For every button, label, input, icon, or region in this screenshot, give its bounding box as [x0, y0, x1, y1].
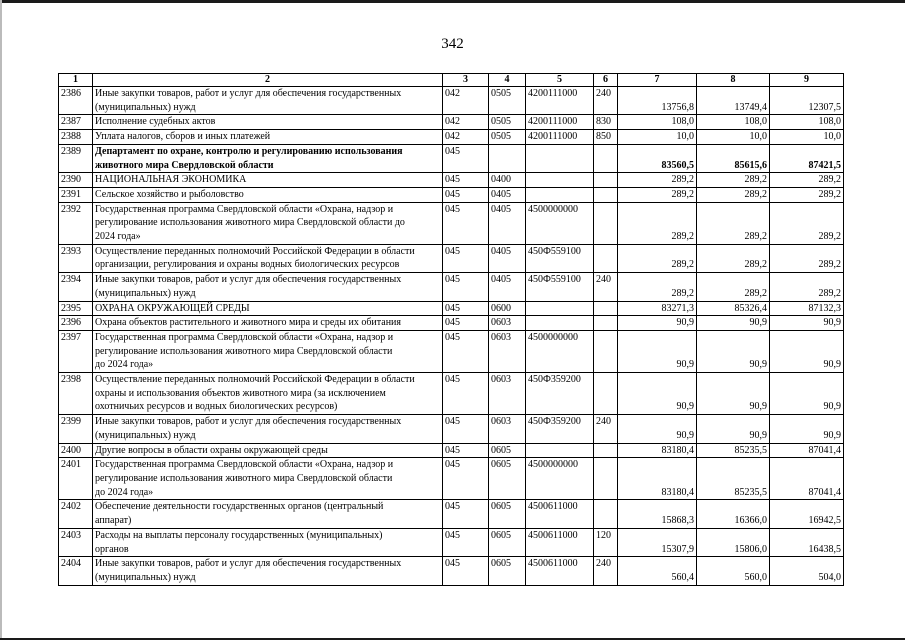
- description-line: Осуществление переданных полномочий Российской Федерации в области: [95, 374, 415, 386]
- header-cell-col5: 5: [526, 74, 594, 87]
- row-ministry-code-cell: 045: [443, 202, 489, 244]
- row-amount-year3-cell: 16438,5: [770, 528, 844, 556]
- row-amount-year3-cell: 90,9: [770, 415, 844, 443]
- table-row: [59, 130, 844, 145]
- row-amount-year1-cell: 83180,4: [618, 458, 697, 500]
- description-line: регулирование использования животного мира Свердловской области: [95, 472, 393, 484]
- row-amount-year1-cell: 289,2: [618, 173, 697, 188]
- description-line: регулирование использования животного мира Свердловской области: [95, 345, 393, 357]
- row-amount-year2-cell: 16366,0: [697, 500, 770, 528]
- table-row: [59, 373, 844, 415]
- row-target-article-cell: 4500000000: [526, 458, 594, 500]
- row-description-cell: [93, 144, 443, 172]
- scan-edge-top: [0, 0, 905, 3]
- table-body: [59, 87, 844, 586]
- row-target-article-cell: 4500000000: [526, 202, 594, 244]
- table-row: [59, 330, 844, 372]
- row-section-code-cell: 0505: [489, 87, 526, 115]
- table-row: [59, 173, 844, 188]
- row-amount-year2-cell: 15806,0: [697, 528, 770, 556]
- header-cell-col6: 6: [594, 74, 618, 87]
- table-row: [59, 187, 844, 202]
- row-description-cell: [93, 187, 443, 202]
- row-ministry-code-cell: 045: [443, 330, 489, 372]
- row-amount-year1-cell: 90,9: [618, 316, 697, 331]
- row-amount-year3-cell: 90,9: [770, 316, 844, 331]
- row-amount-year3-cell: 16942,5: [770, 500, 844, 528]
- row-section-code-cell: 0400: [489, 173, 526, 188]
- row-number-cell: 2396: [59, 316, 93, 331]
- row-amount-year3-cell: 108,0: [770, 115, 844, 130]
- table-row: [59, 500, 844, 528]
- row-ministry-code-cell: 045: [443, 187, 489, 202]
- row-number-cell: 2402: [59, 500, 93, 528]
- header-row: [59, 74, 844, 87]
- row-ministry-code-cell: 045: [443, 557, 489, 585]
- row-number-cell: 2403: [59, 528, 93, 556]
- row-number-cell: 2400: [59, 443, 93, 458]
- row-section-code-cell: 0603: [489, 316, 526, 331]
- description-line: организации, регулирования и охраны водных биологических ресурсов: [95, 259, 400, 271]
- row-number-cell: 2399: [59, 415, 93, 443]
- row-number-cell: 2395: [59, 301, 93, 316]
- row-target-article-cell: [526, 443, 594, 458]
- row-ministry-code-cell: 045: [443, 273, 489, 301]
- row-section-code-cell: 0603: [489, 415, 526, 443]
- row-target-article-cell: 4200111000: [526, 87, 594, 115]
- row-description-cell: [93, 202, 443, 244]
- description-line: Обеспечение деятельности государственных органов (центральный: [95, 501, 384, 513]
- description-line: Сельское хозяйство и рыболовство: [95, 188, 244, 200]
- description-line: до 2024 года»: [95, 486, 154, 498]
- row-amount-year2-cell: 90,9: [697, 330, 770, 372]
- row-amount-year3-cell: 289,2: [770, 244, 844, 272]
- row-number-cell: 2392: [59, 202, 93, 244]
- row-expense-type-cell: 240: [594, 87, 618, 115]
- row-expense-type-cell: 240: [594, 415, 618, 443]
- row-ministry-code-cell: 042: [443, 130, 489, 145]
- table-row: [59, 115, 844, 130]
- row-target-article-cell: [526, 301, 594, 316]
- description-line: Расходы на выплаты персоналу государственных (муниципальных): [95, 529, 383, 541]
- description-line: Департамент по охране, контролю и регулированию использования: [95, 145, 403, 157]
- description-line: регулирование использования животного мира Свердловской области до: [95, 217, 405, 229]
- description-line: Государственная программа Свердловской области «Охрана, надзор и: [95, 203, 394, 215]
- row-number-cell: 2397: [59, 330, 93, 372]
- row-section-code-cell: 0600: [489, 301, 526, 316]
- row-target-article-cell: [526, 316, 594, 331]
- row-expense-type-cell: [594, 330, 618, 372]
- row-ministry-code-cell: 045: [443, 500, 489, 528]
- row-section-code-cell: 0605: [489, 528, 526, 556]
- row-expense-type-cell: [594, 187, 618, 202]
- row-amount-year1-cell: 90,9: [618, 330, 697, 372]
- row-ministry-code-cell: 042: [443, 87, 489, 115]
- row-description-cell: [93, 373, 443, 415]
- row-number-cell: 2387: [59, 115, 93, 130]
- row-expense-type-cell: 830: [594, 115, 618, 130]
- description-line: аппарат): [95, 515, 132, 527]
- description-line: Государственная программа Свердловской области «Охрана, надзор и: [95, 331, 394, 343]
- description-line: охотничьих ресурсов и водных биологических ресурсов): [95, 401, 338, 413]
- row-amount-year3-cell: 87041,4: [770, 443, 844, 458]
- row-section-code-cell: [489, 144, 526, 172]
- row-expense-type-cell: [594, 458, 618, 500]
- row-ministry-code-cell: 042: [443, 115, 489, 130]
- row-amount-year1-cell: 15307,9: [618, 528, 697, 556]
- row-section-code-cell: 0603: [489, 330, 526, 372]
- description-line: (муниципальных) нужд: [95, 101, 196, 113]
- row-description-cell: [93, 500, 443, 528]
- row-target-article-cell: 450Ф559100: [526, 244, 594, 272]
- row-ministry-code-cell: 045: [443, 316, 489, 331]
- row-amount-year3-cell: 289,2: [770, 173, 844, 188]
- description-line: Охрана объектов растительного и животного мира и среды их обитания: [95, 317, 402, 329]
- row-amount-year3-cell: 90,9: [770, 373, 844, 415]
- row-expense-type-cell: [594, 316, 618, 331]
- row-expense-type-cell: 120: [594, 528, 618, 556]
- row-amount-year2-cell: 10,0: [697, 130, 770, 145]
- row-amount-year3-cell: 10,0: [770, 130, 844, 145]
- description-line: охраны и использования объектов животного мира (за исключением: [95, 387, 386, 399]
- row-amount-year2-cell: 90,9: [697, 415, 770, 443]
- row-target-article-cell: 450Ф559100: [526, 273, 594, 301]
- row-description-cell: [93, 130, 443, 145]
- row-number-cell: 2388: [59, 130, 93, 145]
- row-description-cell: [93, 330, 443, 372]
- row-amount-year2-cell: 85326,4: [697, 301, 770, 316]
- description-line: Иные закупки товаров, работ и услуг для обеспечения государственных: [95, 416, 402, 428]
- row-amount-year2-cell: 289,2: [697, 173, 770, 188]
- description-line: Иные закупки товаров, работ и услуг для обеспечения государственных: [95, 274, 402, 286]
- table-row: [59, 202, 844, 244]
- row-amount-year2-cell: 289,2: [697, 244, 770, 272]
- description-line: Уплата налогов, сборов и иных платежей: [95, 131, 271, 143]
- row-amount-year1-cell: 83560,5: [618, 144, 697, 172]
- row-section-code-cell: 0505: [489, 115, 526, 130]
- header-cell-col2: 2: [93, 74, 443, 87]
- header-cell-col8: 8: [697, 74, 770, 87]
- row-description-cell: [93, 458, 443, 500]
- row-amount-year3-cell: 289,2: [770, 273, 844, 301]
- row-expense-type-cell: 850: [594, 130, 618, 145]
- description-line: ОХРАНА ОКРУЖАЮЩЕЙ СРЕДЫ: [95, 302, 250, 314]
- row-amount-year2-cell: 90,9: [697, 316, 770, 331]
- description-line: Осуществление переданных полномочий Российской Федерации в области: [95, 245, 415, 257]
- row-amount-year1-cell: 289,2: [618, 187, 697, 202]
- row-section-code-cell: 0605: [489, 443, 526, 458]
- row-amount-year2-cell: 289,2: [697, 187, 770, 202]
- row-amount-year1-cell: 15868,3: [618, 500, 697, 528]
- row-description-cell: [93, 528, 443, 556]
- row-ministry-code-cell: 045: [443, 528, 489, 556]
- row-amount-year1-cell: 13756,8: [618, 87, 697, 115]
- row-amount-year3-cell: 87421,5: [770, 144, 844, 172]
- row-target-article-cell: 450Ф359200: [526, 415, 594, 443]
- description-line: Исполнение судебных актов: [95, 116, 216, 128]
- header-cell-col1: 1: [59, 74, 93, 87]
- row-amount-year3-cell: 289,2: [770, 187, 844, 202]
- row-amount-year2-cell: 85235,5: [697, 443, 770, 458]
- row-amount-year2-cell: 560,0: [697, 557, 770, 585]
- header-cell-col4: 4: [489, 74, 526, 87]
- row-target-article-cell: 4200111000: [526, 115, 594, 130]
- description-line: 2024 года»: [95, 231, 141, 243]
- row-section-code-cell: 0405: [489, 244, 526, 272]
- row-target-article-cell: [526, 144, 594, 172]
- row-ministry-code-cell: 045: [443, 373, 489, 415]
- description-line: (муниципальных) нужд: [95, 287, 196, 299]
- row-expense-type-cell: [594, 244, 618, 272]
- row-target-article-cell: [526, 187, 594, 202]
- row-amount-year3-cell: 87041,4: [770, 458, 844, 500]
- row-ministry-code-cell: 045: [443, 144, 489, 172]
- row-section-code-cell: 0605: [489, 557, 526, 585]
- row-amount-year2-cell: 289,2: [697, 202, 770, 244]
- row-ministry-code-cell: 045: [443, 458, 489, 500]
- table-row: [59, 301, 844, 316]
- row-target-article-cell: 4500611000: [526, 528, 594, 556]
- description-line: до 2024 года»: [95, 359, 154, 371]
- row-amount-year1-cell: 90,9: [618, 415, 697, 443]
- row-amount-year1-cell: 289,2: [618, 273, 697, 301]
- row-expense-type-cell: [594, 202, 618, 244]
- row-expense-type-cell: 240: [594, 273, 618, 301]
- row-ministry-code-cell: 045: [443, 301, 489, 316]
- row-amount-year1-cell: 289,2: [618, 202, 697, 244]
- row-description-cell: [93, 301, 443, 316]
- row-description-cell: [93, 273, 443, 301]
- table-row: [59, 316, 844, 331]
- table-row: [59, 273, 844, 301]
- row-expense-type-cell: [594, 144, 618, 172]
- row-target-article-cell: [526, 173, 594, 188]
- row-amount-year3-cell: 90,9: [770, 330, 844, 372]
- row-amount-year1-cell: 83271,3: [618, 301, 697, 316]
- row-section-code-cell: 0605: [489, 458, 526, 500]
- row-amount-year2-cell: 289,2: [697, 273, 770, 301]
- row-expense-type-cell: [594, 301, 618, 316]
- row-description-cell: [93, 557, 443, 585]
- row-ministry-code-cell: 045: [443, 244, 489, 272]
- row-section-code-cell: 0605: [489, 500, 526, 528]
- table-row: [59, 443, 844, 458]
- row-expense-type-cell: [594, 173, 618, 188]
- row-description-cell: [93, 443, 443, 458]
- row-description-cell: [93, 244, 443, 272]
- row-description-cell: [93, 316, 443, 331]
- row-amount-year1-cell: 560,4: [618, 557, 697, 585]
- row-target-article-cell: 4500611000: [526, 557, 594, 585]
- table-row: [59, 528, 844, 556]
- row-expense-type-cell: 240: [594, 557, 618, 585]
- row-target-article-cell: 4500000000: [526, 330, 594, 372]
- description-line: Иные закупки товаров, работ и услуг для обеспечения государственных: [95, 558, 402, 570]
- description-line: НАЦИОНАЛЬНАЯ ЭКОНОМИКА: [95, 174, 247, 186]
- row-amount-year1-cell: 108,0: [618, 115, 697, 130]
- row-amount-year2-cell: 85615,6: [697, 144, 770, 172]
- table-row: [59, 144, 844, 172]
- table-row: [59, 415, 844, 443]
- row-number-cell: 2391: [59, 187, 93, 202]
- row-number-cell: 2394: [59, 273, 93, 301]
- table-row: [59, 458, 844, 500]
- row-ministry-code-cell: 045: [443, 415, 489, 443]
- row-section-code-cell: 0603: [489, 373, 526, 415]
- row-number-cell: 2386: [59, 87, 93, 115]
- row-description-cell: [93, 173, 443, 188]
- table-row: [59, 557, 844, 585]
- page-number: 342: [441, 36, 464, 52]
- row-expense-type-cell: [594, 443, 618, 458]
- row-section-code-cell: 0405: [489, 273, 526, 301]
- row-expense-type-cell: [594, 500, 618, 528]
- row-section-code-cell: 0405: [489, 202, 526, 244]
- row-amount-year3-cell: 87132,3: [770, 301, 844, 316]
- description-line: животного мира Свердловской области: [95, 159, 274, 171]
- scan-edge-left: [0, 0, 2, 640]
- budget-table: [58, 73, 844, 586]
- description-line: (муниципальных) нужд: [95, 429, 196, 441]
- row-amount-year2-cell: 108,0: [697, 115, 770, 130]
- row-target-article-cell: 4500611000: [526, 500, 594, 528]
- row-ministry-code-cell: 045: [443, 443, 489, 458]
- row-section-code-cell: 0505: [489, 130, 526, 145]
- row-amount-year1-cell: 10,0: [618, 130, 697, 145]
- row-number-cell: 2401: [59, 458, 93, 500]
- header-cell-col9: 9: [770, 74, 844, 87]
- row-description-cell: [93, 415, 443, 443]
- row-amount-year2-cell: 85235,5: [697, 458, 770, 500]
- header-cell-col3: 3: [443, 74, 489, 87]
- description-line: органов: [95, 543, 129, 555]
- row-description-cell: [93, 115, 443, 130]
- row-amount-year1-cell: 289,2: [618, 244, 697, 272]
- row-number-cell: 2389: [59, 144, 93, 172]
- row-target-article-cell: 450Ф359200: [526, 373, 594, 415]
- row-amount-year3-cell: 12307,5: [770, 87, 844, 115]
- row-amount-year2-cell: 13749,4: [697, 87, 770, 115]
- row-amount-year2-cell: 90,9: [697, 373, 770, 415]
- row-number-cell: 2390: [59, 173, 93, 188]
- description-line: Иные закупки товаров, работ и услуг для обеспечения государственных: [95, 88, 402, 99]
- table-row: [59, 87, 844, 115]
- description-line: Другие вопросы в области охраны окружающей среды: [95, 444, 328, 456]
- row-ministry-code-cell: 045: [443, 173, 489, 188]
- description-line: (муниципальных) нужд: [95, 571, 196, 583]
- row-description-cell: [93, 87, 443, 115]
- row-target-article-cell: 4200111000: [526, 130, 594, 145]
- row-amount-year3-cell: 289,2: [770, 202, 844, 244]
- row-number-cell: 2393: [59, 244, 93, 272]
- row-amount-year1-cell: 90,9: [618, 373, 697, 415]
- row-expense-type-cell: [594, 373, 618, 415]
- row-number-cell: 2404: [59, 557, 93, 585]
- row-amount-year3-cell: 504,0: [770, 557, 844, 585]
- header-cell-col7: 7: [618, 74, 697, 87]
- table-row: [59, 244, 844, 272]
- row-number-cell: 2398: [59, 373, 93, 415]
- row-section-code-cell: 0405: [489, 187, 526, 202]
- row-amount-year1-cell: 83180,4: [618, 443, 697, 458]
- description-line: Государственная программа Свердловской области «Охрана, надзор и: [95, 459, 394, 471]
